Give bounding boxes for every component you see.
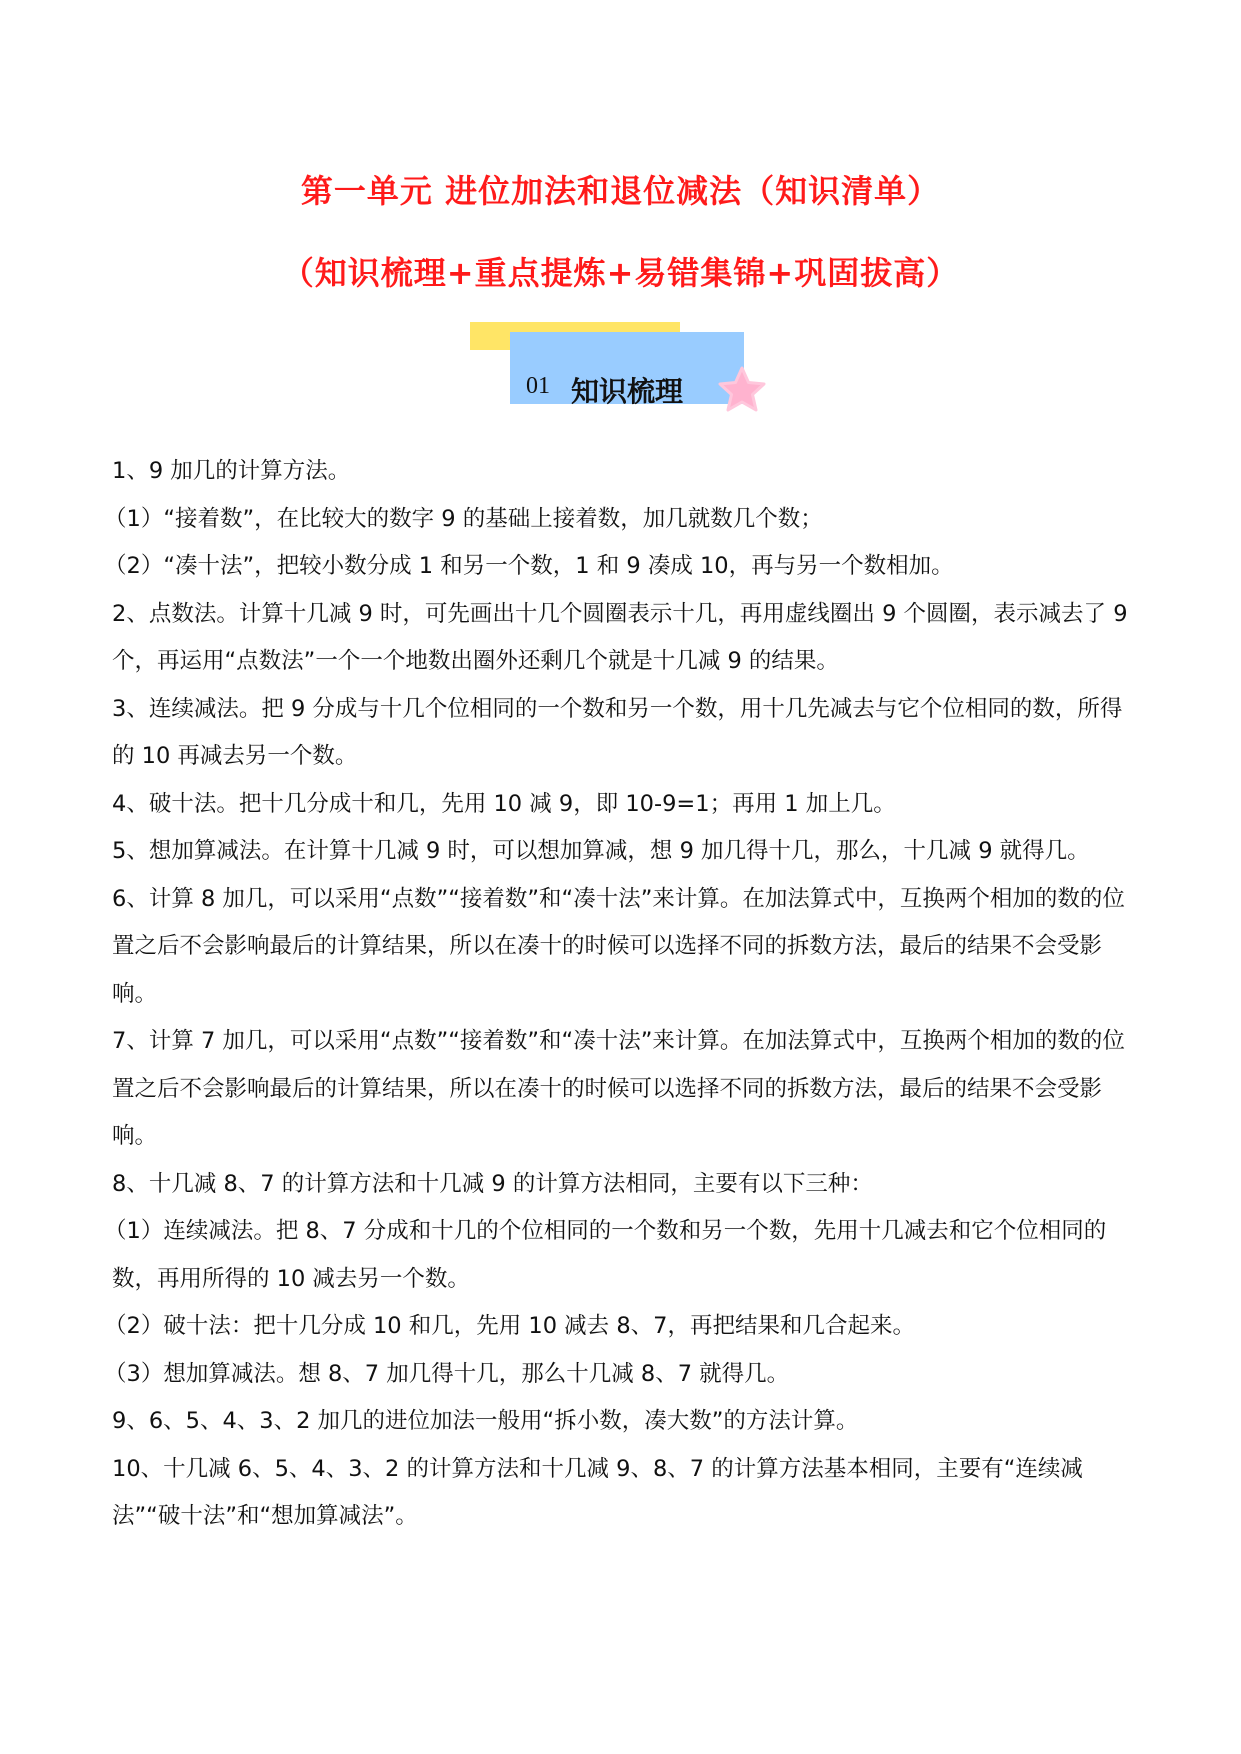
list-item: 7、计算 7 加几，可以采用“点数”“接着数”和“凑十法”来计算。在加法算式中，互换两个相加的数的位置之后不会影响最后的计算结果，所以在凑十的时候可以选择不同的拆数方法，最后的结果不会受影响。 (112, 1028, 1125, 1149)
list-item: （1）连续减法。把 8、7 分成和十几的个位相同的一个数和另一个数，先用十几减去和它个位相同的数，再用所得的 10 减去另一个数。 (104, 1218, 1107, 1292)
knowledge-list (104, 448, 1130, 1541)
section-label: 知识梳理 (571, 375, 684, 408)
list-item: 8、十几减 8、7 的计算方法和十几减 9 的计算方法相同，主要有以下三种： (112, 1170, 873, 1197)
page-title: 第一单元 进位加法和退位减法（知识清单） (300, 172, 941, 210)
list-item: 4、破十法。把十几分成十和几，先用 10 减 9，即 10-9=1；再用 1 加上几。 (112, 790, 896, 817)
section-heading (460, 318, 780, 418)
section-number: 01 (526, 373, 550, 399)
list-item: 1、9 加几的计算方法。 (112, 458, 351, 484)
list-item: 10、十几减 6、5、4、3、2 的计算方法和十几减 9、8、7 的计算方法基本相同，主要有“连续减法”“破十法”和“想加算减法”。 (112, 1455, 1083, 1529)
list-item: （3）想加算减法。想 8、7 加几得十几，那么十几减 8、7 就得几。 (104, 1360, 790, 1387)
list-item: 5、想加算减法。在计算十几减 9 时，可以想加算减，想 9 加几得十几，那么，十几减 9 就得几。 (112, 838, 1090, 864)
list-item: （1）“接着数”，在比较大的数字 9 的基础上接着数，加几就数几个数； (104, 505, 823, 532)
list-item: （2）破十法：把十几分成 10 和几，先用 10 减去 8、7，再把结果和几合起来。 (104, 1313, 915, 1339)
list-item: 3、连续减法。把 9 分成与十几个位相同的一个数和另一个数，用十几先减去与它个位相同的数，所得的 10 再减去另一个数。 (112, 695, 1123, 769)
list-item: 9、6、5、4、3、2 加几的进位加法一般用“拆小数，凑大数”的方法计算。 (112, 1408, 859, 1434)
list-item: （2）“凑十法”，把较小数分成 1 和另一个数，1 和 9 凑成 10，再与另一个数相加。 (104, 553, 954, 579)
page-subtitle: （知识梳理+重点提炼+易错集锦+巩固拔高） (281, 254, 960, 292)
list-item: 6、计算 8 加几，可以采用“点数”“接着数”和“凑十法”来计算。在加法算式中，互换两个相加的数的位置之后不会影响最后的计算结果，所以在凑十的时候可以选择不同的拆数方法，最后的结果不会受影响。 (112, 885, 1125, 1007)
star-icon (716, 364, 768, 416)
list-item: 2、点数法。计算十几减 9 时，可先画出十几个圆圈表示十几，再用虚线圈出 9 个圆圈，表示减去了 9 个，再运用“点数法”一个一个地数出圈外还剩几个就是十几减 9 的结果。 (112, 600, 1128, 674)
